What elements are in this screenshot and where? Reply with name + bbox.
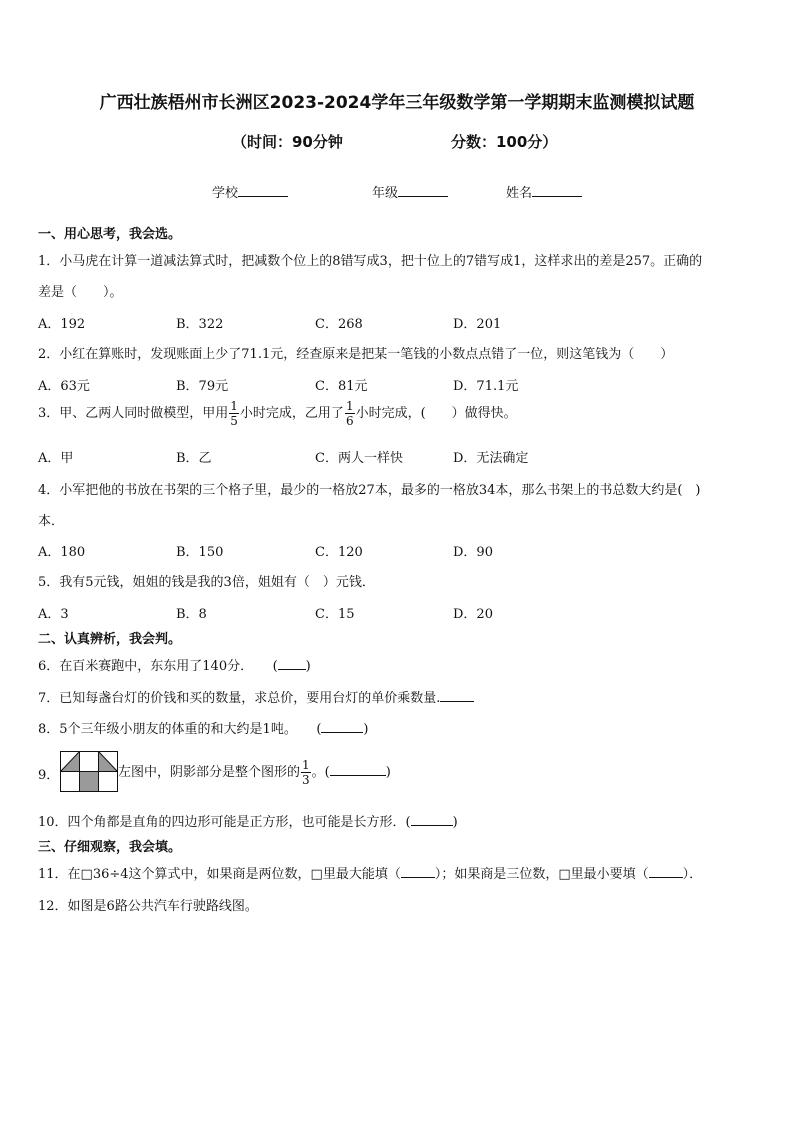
page-title: 广西壮族梧州市长洲区2023-2024学年三年级数学第一学期期末监测模拟试题 bbox=[99, 93, 695, 113]
school-blank[interactable] bbox=[238, 183, 288, 197]
question-4-line1: 4．小军把他的书放在书架的三个格子里，最少的一格放27本，最多的一格放34本，那么书架上的书总数大约是( ) bbox=[38, 483, 701, 498]
q9-frac-numerator: 1 bbox=[302, 758, 310, 772]
q5-option-b[interactable]: B．8 bbox=[176, 607, 207, 622]
q9-close-paren: ) bbox=[385, 765, 391, 780]
section-2-heading: 二、认真辨析，我会判。 bbox=[38, 632, 182, 647]
name-label: 姓名 bbox=[506, 186, 533, 201]
q9-answer-blank[interactable] bbox=[330, 763, 386, 776]
q6-text: 6．在百米赛跑中，东东用了140分． ( bbox=[38, 659, 278, 674]
q3-text-a: 3．甲、乙两人同时做模型，甲用 bbox=[38, 406, 229, 421]
question-1-line2: 差是（ ）。 bbox=[38, 285, 123, 300]
question-9-number: 9． bbox=[38, 768, 60, 783]
section-3-heading: 三、仔细观察，我会填。 bbox=[38, 840, 182, 855]
q7-answer-blank[interactable] bbox=[440, 689, 474, 702]
q2-option-b[interactable]: B．79元 bbox=[176, 379, 229, 394]
question-8 bbox=[38, 718, 368, 737]
q9-frac-denominator: 3 bbox=[302, 773, 310, 787]
q3-option-b[interactable]: B．乙 bbox=[176, 451, 212, 466]
question-7 bbox=[38, 687, 474, 706]
question-6 bbox=[38, 655, 311, 674]
q5-option-c[interactable]: C．15 bbox=[315, 607, 355, 622]
q3-frac1-denominator: 5 bbox=[230, 414, 238, 428]
q2-option-a[interactable]: A．63元 bbox=[38, 379, 90, 394]
q1-option-a[interactable]: A．192 bbox=[38, 317, 86, 332]
q8-close-paren: ) bbox=[363, 722, 369, 737]
q4-option-b[interactable]: B．150 bbox=[176, 545, 224, 560]
q10-close-paren: ) bbox=[452, 815, 458, 830]
q3-fraction-2 bbox=[345, 400, 355, 427]
q8-text: 8．5个三年级小朋友的体重的和大约是1吨。 ( bbox=[38, 722, 322, 737]
q5-option-d[interactable]: D．20 bbox=[453, 607, 493, 622]
q11-text-c: ）． bbox=[682, 867, 703, 882]
q3-frac2-numerator: 1 bbox=[345, 399, 354, 413]
q7-text: 7．已知每盏台灯的价钱和买的数量，求总价，要用台灯的单价乘数量. bbox=[38, 691, 441, 706]
q10-answer-blank[interactable] bbox=[411, 813, 453, 826]
q11-answer-blank-2[interactable] bbox=[649, 865, 683, 878]
q4-option-a[interactable]: A．180 bbox=[38, 545, 86, 560]
exam-time: （时间：90分钟 bbox=[232, 133, 343, 151]
section-1-heading: 一、用心思考，我会选。 bbox=[38, 227, 182, 242]
q3-fraction-1 bbox=[229, 400, 239, 427]
grade-blank[interactable] bbox=[398, 183, 448, 197]
school-label: 学校 bbox=[212, 186, 239, 201]
exam-score: 分数：100分） bbox=[451, 133, 558, 151]
q5-option-a[interactable]: A．3 bbox=[38, 607, 69, 622]
q3-option-a[interactable]: A．甲 bbox=[38, 451, 74, 466]
q6-answer-blank[interactable] bbox=[278, 657, 306, 670]
q11-text-b: ）；如果商是三位数，□里最小要填（ bbox=[434, 867, 649, 882]
name-blank[interactable] bbox=[532, 183, 582, 197]
q3-text-c: 小时完成，( ）做得快。 bbox=[355, 406, 517, 421]
question-1-line1: 1．小马虎在计算一道减法算式时，把减数个位上的8错写成3，把十位上的7错写成1，这样求出的差是257。正确的 bbox=[38, 254, 703, 269]
q8-answer-blank[interactable] bbox=[321, 720, 363, 733]
question-3 bbox=[38, 400, 517, 427]
grade-label: 年级 bbox=[372, 186, 399, 201]
q4-option-c[interactable]: C．120 bbox=[315, 545, 363, 560]
q6-close-paren: ) bbox=[305, 659, 311, 674]
q9-shaded-figure bbox=[60, 751, 118, 793]
question-9-text bbox=[118, 759, 391, 786]
q4-option-d[interactable]: D．90 bbox=[453, 545, 493, 560]
q9-text: 左图中，阴影部分是整个图形的 bbox=[118, 765, 301, 780]
school-field[interactable] bbox=[212, 182, 288, 201]
question-4-line2: 本． bbox=[38, 514, 65, 529]
q2-option-c[interactable]: C．81元 bbox=[315, 379, 368, 394]
q1-option-b[interactable]: B．322 bbox=[176, 317, 224, 332]
q3-text-b: 小时完成，乙用了 bbox=[239, 406, 344, 421]
q3-frac2-denominator: 6 bbox=[345, 414, 354, 428]
q1-option-d[interactable]: D．201 bbox=[453, 317, 502, 332]
q3-option-c[interactable]: C．两人一样快 bbox=[315, 451, 403, 466]
q3-option-d[interactable]: D．无法确定 bbox=[453, 451, 529, 466]
question-12: 12．如图是6路公共汽车行驶路线图。 bbox=[38, 899, 258, 914]
q9-fraction bbox=[301, 759, 311, 786]
q1-option-c[interactable]: C．268 bbox=[315, 317, 363, 332]
question-11 bbox=[38, 863, 702, 882]
q11-answer-blank-1[interactable] bbox=[401, 865, 435, 878]
question-10 bbox=[38, 811, 458, 830]
q9-open-paren: 。( bbox=[311, 765, 330, 780]
name-field[interactable] bbox=[506, 182, 582, 201]
question-2: 2．小红在算账时，发现账面上少了71.1元，经查原来是把某一笔钱的小数点点错了一位，则这笔钱为（ ） bbox=[38, 347, 674, 362]
q10-text: 10．四个角都是直角的四边形可能是正方形，也可能是长方形．( bbox=[38, 815, 411, 830]
q11-text-a: 11．在□36÷4这个算式中，如果商是两位数，□里最大能填（ bbox=[38, 867, 401, 882]
question-5: 5．我有5元钱，姐姐的钱是我的3倍，姐姐有（ ）元钱． bbox=[38, 575, 375, 590]
grade-field[interactable] bbox=[372, 182, 448, 201]
q3-frac1-numerator: 1 bbox=[230, 399, 238, 413]
q2-option-d[interactable]: D．71.1元 bbox=[453, 379, 519, 394]
